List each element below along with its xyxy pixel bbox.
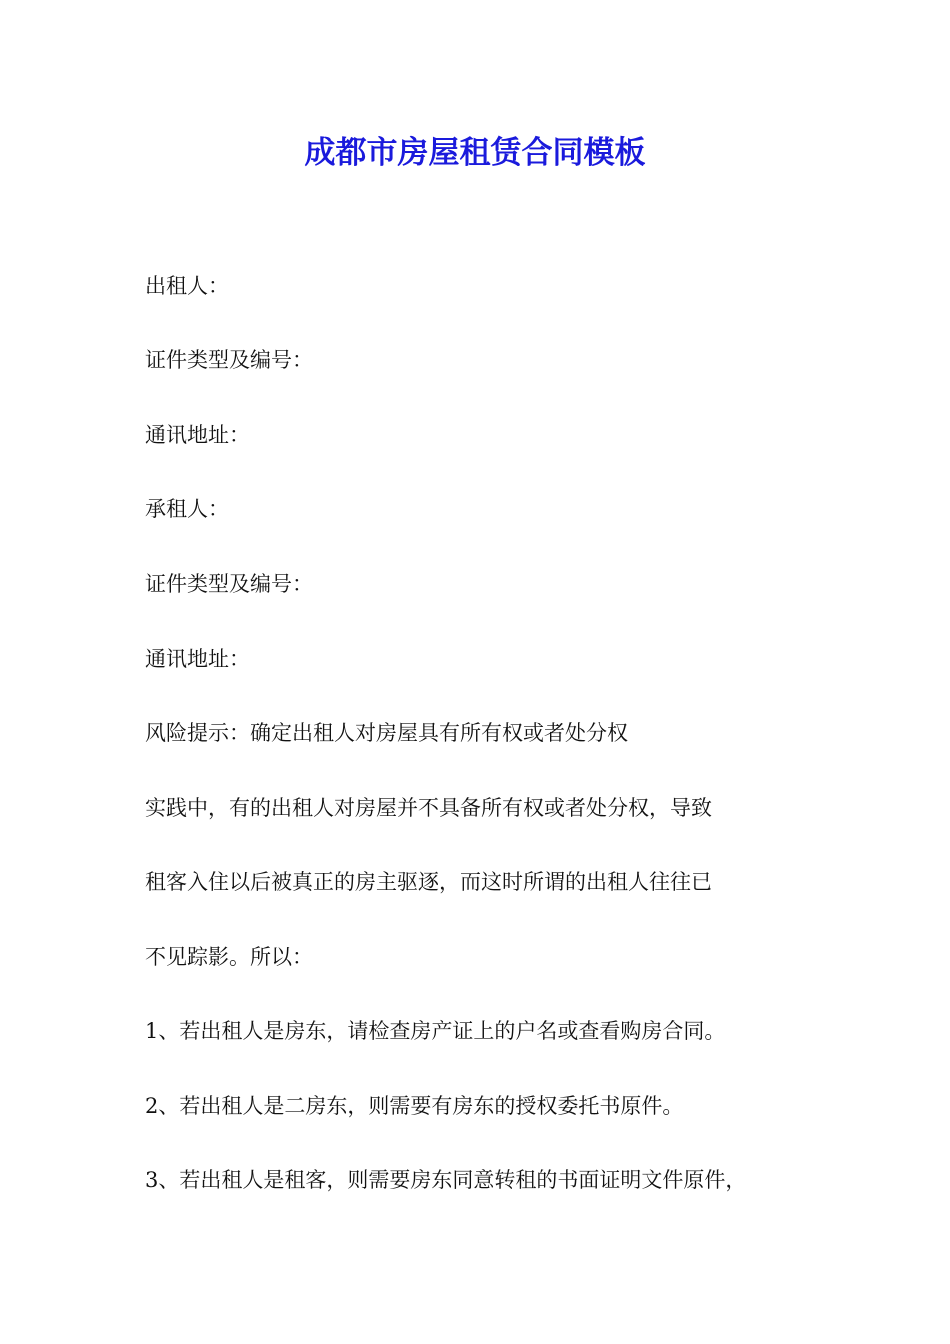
lessor-label: 出租人： [145,274,229,298]
risk-heading: 风险提示：确定出租人对房屋具有所有权或者处分权 [145,721,628,745]
paragraph-line: 不见踪影。所以： [145,945,313,969]
list-item: 2、若出租人是二房东，则需要有房东的授权委托书原件。 [145,1094,684,1118]
lessor-id-label: 证件类型及编号： [145,348,313,372]
lessor-address-label: 通讯地址： [145,423,250,447]
list-item: 1、若出租人是房东，请检查房产证上的户名或查看购房合同。 [145,1019,726,1043]
list-item: 3、若出租人是租客，则需要房东同意转租的书面证明文件原件， [145,1168,747,1192]
lessee-id-label: 证件类型及编号： [145,572,313,596]
paragraph-line: 租客入住以后被真正的房主驱逐，而这时所谓的出租人往往已 [145,870,712,894]
document-title: 成都市房屋租赁合同模板 [304,135,646,171]
lessee-address-label: 通讯地址： [145,647,250,671]
paragraph-line: 实践中，有的出租人对房屋并不具备所有权或者处分权，导致 [145,796,712,820]
lessee-label: 承租人： [145,497,229,521]
